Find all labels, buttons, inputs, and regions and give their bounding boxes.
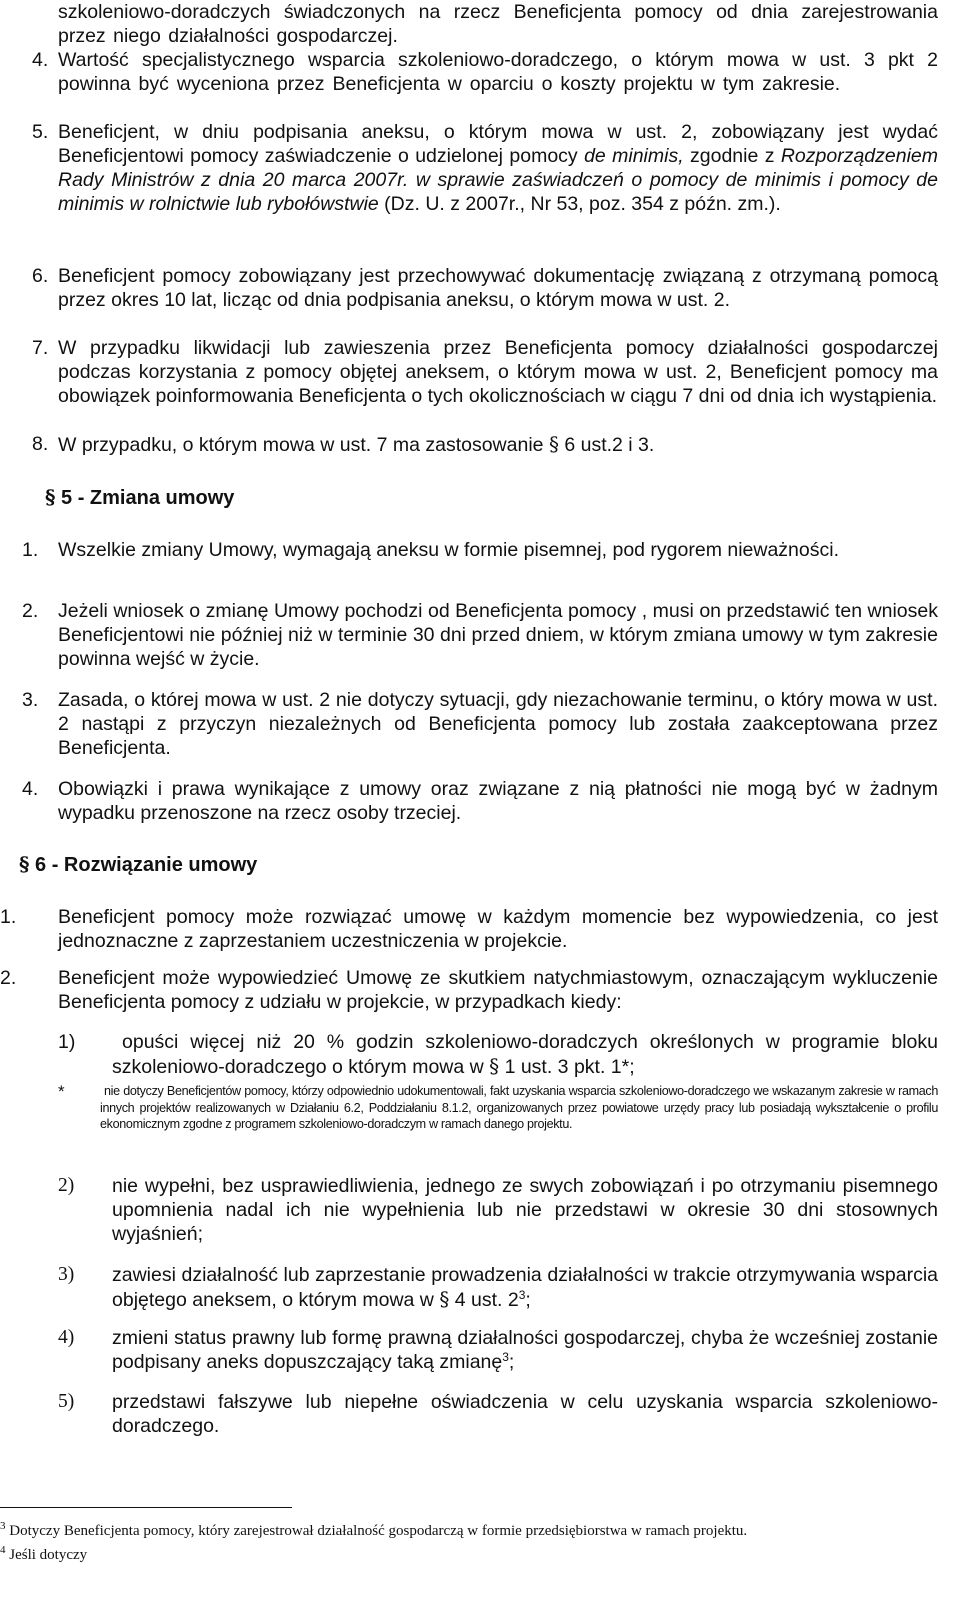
text-run: 1 ust. 3 pkt. 1*; xyxy=(499,1056,635,1078)
text-run: Beneficjent, w dniu podpisania aneksu, o którym mowa w ust. 2, zobowiązany jest wydać Beneficjentowi pomocy zaświadczenie o udzielonej pomocy xyxy=(58,121,938,167)
sub-item-number: 2) xyxy=(58,1175,75,1196)
footnote xyxy=(0,1521,950,1541)
note-marker: * xyxy=(58,1082,65,1101)
section-heading xyxy=(45,485,234,510)
footnote-ref: 3 xyxy=(502,1350,509,1364)
text-run: zgodnie z xyxy=(683,145,781,167)
note-text: nie dotyczy Beneficjentów pomocy, którzy odpowiednio udokumentowali, fakt uzyskania wsparcia szkoleniowo-doradczego we wskazanym zakresie w ramach innych projektów realizowanych w Działaniu 6.2, Poddziałaniu 8.1.2, organizowanych przez powiatowe urzędy pracy lub posiadają wykształcenie o profilu ekonomicznym zgodne z programem szkoleniowo-doradczym w ramach danego projektu. xyxy=(100,1084,938,1131)
item-number: 7. xyxy=(32,337,49,359)
section-heading xyxy=(19,852,257,877)
sub-item-number: 3) xyxy=(58,1264,75,1285)
item-text: Wszelkie zmiany Umowy, wymagają aneksu w formie pisemnej, pod rygorem nieważności. xyxy=(58,539,839,561)
text-run: zawiesi działalność lub zaprzestanie prowadzenia działalności w trakcie otrzymywania wsparcia objętego aneksem, o którym mowa w xyxy=(112,1264,938,1311)
text-run: opuści więcej niż 20 % godzin szkoleniowo-doradczych określonych w programie bloku szkoleniowo-doradczego o którym mowa w xyxy=(112,1031,938,1078)
footnote-text: Dotyczy Beneficjenta pomocy, który zarejestrował działalność gospodarczą w formie przedsiębiorstwa w ramach projektu. xyxy=(9,1523,748,1539)
text-run: W przypadku, o którym mowa w ust. 7 ma zastosowanie xyxy=(58,434,549,456)
sub-item-number: 1) xyxy=(58,1031,76,1053)
text-run: (Dz. U. z 2007r., Nr 53, poz. 354 z późn. zm.). xyxy=(378,193,781,215)
item-number: 3. xyxy=(22,689,39,711)
item-text: Beneficjent może wypowiedzieć Umowę ze skutkiem natychmiastowym, oznaczającym wykluczenie Beneficjenta pomocy z udziału w projekcie, w przypadkach kiedy: xyxy=(58,967,938,1013)
continued-paragraph: szkoleniowo-doradczych świadczonych na rzecz Beneficjenta pomocy od dnia zarejestrowania przez niego działalności gospodarczej. xyxy=(58,1,938,47)
item-number: 5. xyxy=(32,121,49,143)
paragraph-sign: § xyxy=(489,1054,500,1078)
footnote-ref: 3 xyxy=(518,1288,526,1302)
item-text: Jeżeli wniosek o zmianę Umowy pochodzi od Beneficjenta pomocy , musi on przedstawić ten wniosek Beneficjentowi nie później niż w terminie 30 dni przed dniem, w którym zmiana umowy w tym zakresie powinna wejść w życie. xyxy=(58,600,938,670)
paragraph-sign: § xyxy=(19,852,30,876)
item-number: 1. xyxy=(22,539,39,561)
paragraph-sign: § xyxy=(439,1287,450,1311)
footnote-text: Jeśli dotyczy xyxy=(9,1547,88,1563)
item-text xyxy=(58,120,938,216)
footnote-separator xyxy=(0,1507,292,1508)
sub-item-text: przedstawi fałszywe lub niepełne oświadczenia w celu uzyskania wsparcia szkoleniowo-doradczego. xyxy=(112,1391,938,1437)
text-run: 6 ust.2 i 3. xyxy=(558,434,655,456)
text-run: ; xyxy=(525,1289,531,1311)
sub-item-text xyxy=(112,1263,938,1312)
item-number: 8. xyxy=(32,433,49,455)
section-title: 5 - Zmiana umowy xyxy=(61,487,235,509)
footnote xyxy=(0,1545,400,1565)
paragraph-sign: § xyxy=(548,432,559,456)
italic-run: Rozporządzeniem Rady Ministrów z dnia 20 marca 2007r. w sprawie zaświadczeń o pomocy de minimis i pomocy de minimis w rolnictwie lub rybołówstwie xyxy=(58,145,939,215)
item-number: 4. xyxy=(22,778,39,800)
item-number: 4. xyxy=(32,49,49,71)
paragraph-sign: § xyxy=(45,485,56,509)
sub-item-text: nie wypełni, bez usprawiedliwienia, jednego ze swych zobowiązań i po otrzymaniu pisemnego upomnienia nadal ich nie wypełnienia lub nie przedstawi w okresie 30 dni stosownych wyjaśnień; xyxy=(112,1175,938,1245)
sub-item-text xyxy=(112,1030,938,1079)
item-number: 2. xyxy=(22,600,39,622)
item-text: Beneficjent pomocy zobowiązany jest przechowywać dokumentację związaną z otrzymaną pomocą przez okres 10 lat, licząc od dnia podpisania aneksu, o którym mowa w ust. 2. xyxy=(58,265,938,311)
footnote-mark: 3 xyxy=(0,1520,6,1532)
text-run: zmieni status prawny lub formę prawną działalności gospodarczej, chyba że wcześniej zostanie podpisany aneks dopuszczający taką zmianę xyxy=(112,1327,938,1373)
item-text: Zasada, o której mowa w ust. 2 nie dotyczy sytuacji, gdy niezachowanie terminu, o który mowa w ust. 2 nastąpi z przyczyn niezależnych od Beneficjenta pomocy lub została zaakceptowana przez Beneficjenta. xyxy=(58,689,938,759)
item-number: 1. xyxy=(0,906,17,928)
item-text: Obowiązki i prawa wynikające z umowy oraz związane z nią płatności nie mogą być w żadnym wypadku przenoszone na rzecz osoby trzeciej. xyxy=(58,778,938,824)
item-text: W przypadku likwidacji lub zawieszenia przez Beneficjenta pomocy działalności gospodarczej podczas korzystania z pomocy objętej aneksem, o którym mowa w ust. 2, Beneficjent pomocy ma obowiązek poinformowania Beneficjenta o tych okolicznościach w ciągu 7 dni od dnia ich wystąpienia. xyxy=(58,337,938,407)
section-title: 6 - Rozwiązanie umowy xyxy=(35,854,258,876)
item-text: Beneficjent pomocy może rozwiązać umowę w każdym momencie bez wypowiedzenia, co jest jednoznaczne z zaprzestaniem uczestniczenia w projekcie. xyxy=(58,906,938,952)
item-text xyxy=(58,432,938,457)
sub-item-number: 5) xyxy=(58,1391,75,1412)
text-run: 4 ust. 2 xyxy=(449,1289,519,1311)
item-number: 6. xyxy=(32,265,49,287)
sub-item-number: 4) xyxy=(58,1327,75,1348)
item-number: 2. xyxy=(0,967,17,989)
footnote-mark: 4 xyxy=(0,1544,6,1556)
item-text: Wartość specjalistycznego wsparcia szkoleniowo-doradczego, o którym mowa w ust. 3 pkt 2 powinna być wyceniona przez Beneficjenta w oparciu o koszty projektu w tym zakresie. xyxy=(58,49,938,95)
italic-run: de minimis, xyxy=(584,145,684,167)
sub-item-text xyxy=(112,1326,938,1374)
text-run: ; xyxy=(508,1351,515,1373)
